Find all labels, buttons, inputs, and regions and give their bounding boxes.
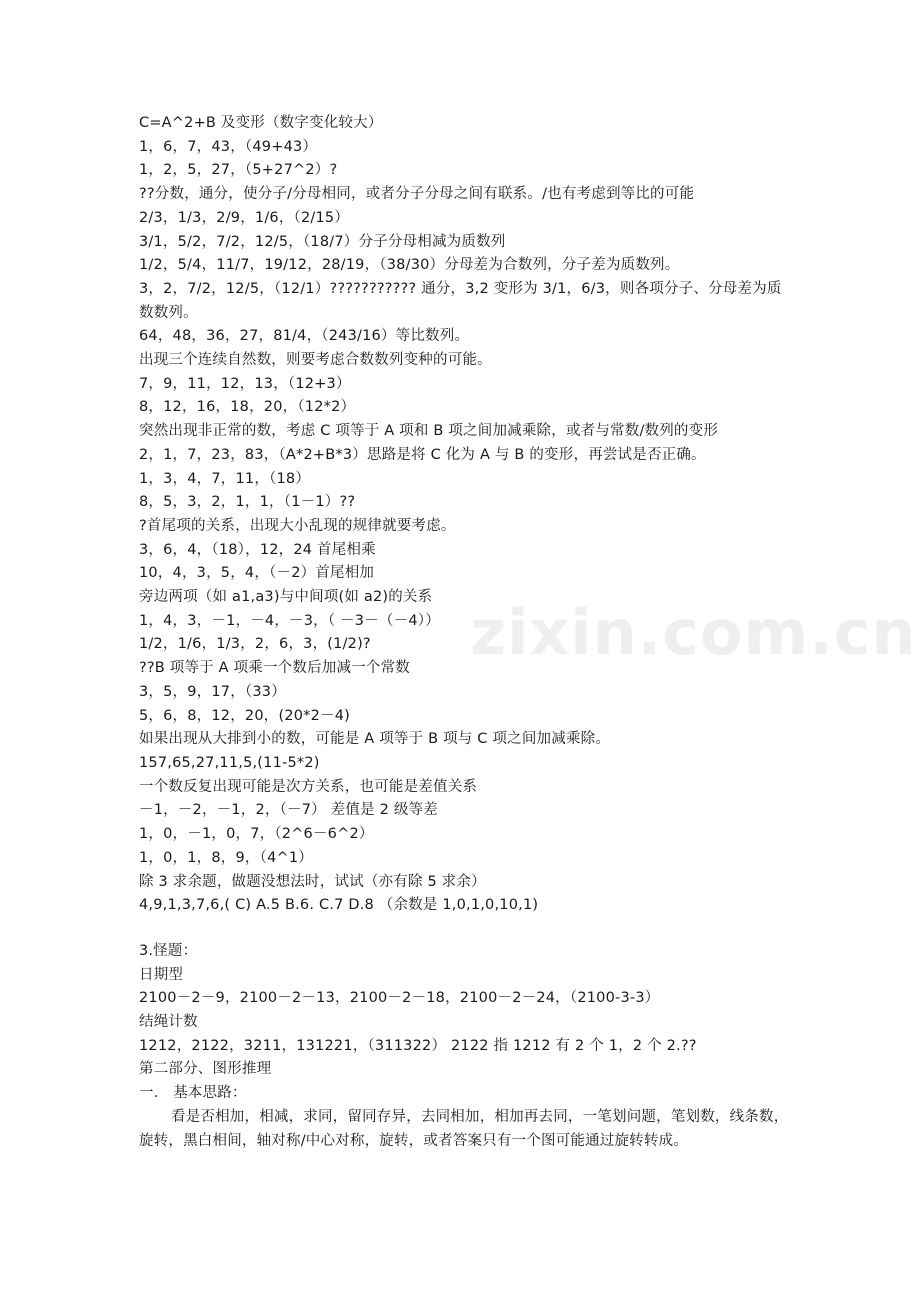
doc-line: 4,9,1,3,7,6,( C) A.5 B.6. C.7 D.8 （余数是 1,0,1,0,10,1) [139,897,539,914]
doc-line: 2100－2－9，2100－2－13，2100－2－18，2100－2－24，（2100-3-3） [139,990,660,1007]
doc-line: 7，9，11，12，13，（12+3） [139,375,351,392]
doc-line: 8，5，3，2，1，1，（1－1）?? [139,494,356,511]
doc-line: 3，6，4，（18），12，24 首尾相乘 [139,541,376,558]
doc-line: 1，4，3，－1，－4，－3，（ －3－（－4）） [139,612,440,629]
subsection-heading: 一． 基本思路： [139,1085,247,1102]
watermark: zixin.com.cn [470,596,917,669]
doc-line: 结绳计数 [139,1014,198,1031]
doc-line: 突然出现非正常的数，考虑 C 项等于 A 项和 B 项之间加减乘除，或者与常数/数列的变形 [139,423,719,440]
doc-line: 1，3，4，7，11，（18） [139,470,311,487]
doc-line: 1，2，5，27，（5+27^2）? [139,162,338,179]
doc-line: 3，2，7/2，12/5，（12/1）??????????? 通分，3,2 变形为 3/1，6/3，则各项分子、分母差为质数数列。 [139,280,782,321]
doc-line: 2/3，1/3，2/9，1/6，（2/15） [139,209,350,226]
document-body [139,112,789,1153]
doc-line: 1/2，1/6，1/3，2，6，3，(1/2)? [139,636,371,653]
doc-line: ?首尾项的关系，出现大小乱现的规律就要考虑。 [139,517,456,534]
doc-line: 1，6，7，43，（49+43） [139,138,318,155]
doc-line: 1212，2122，3211，131221，（311322） 2122 指 1212 有 2 个 1，2 个 2.?? [139,1037,697,1054]
doc-line: 3，5，9，17，（33） [139,683,286,700]
doc-line: 1，0，1，8，9，（4^1） [139,849,313,866]
doc-line: 如果出现从大排到小的数，可能是 A 项等于 B 项与 C 项之间加减乘除。 [139,731,611,748]
doc-line: C=A^2+B 及变形（数字变化较大） [139,115,383,131]
doc-line: 旁边两项（如 a1,a3)与中间项(如 a2)的关系 [139,589,433,606]
doc-line: 64，48，36，27，81/4，（243/16）等比数列。 [139,328,470,345]
doc-line: 出现三个连续自然数，则要考虑合数数列变种的可能。 [139,352,492,369]
doc-line: 1，0，－1，0，7，（2^6－6^2） [139,826,374,843]
doc-line: 3/1，5/2，7/2，12/5，（18/7）分子分母相减为质数列 [139,233,506,250]
doc-line: 除 3 求余题，做题没想法时，试试（亦有除 5 求余） [139,873,486,890]
doc-line: 5，6，8，12，20，(20*2－4) [139,707,351,724]
doc-line: 一个数反复出现可能是次方关系，也可能是差值关系 [139,778,478,795]
doc-line: ??B 项等于 A 项乘一个数后加减一个常数 [139,660,410,677]
blank-line [139,918,789,940]
doc-line: ??分数，通分，使分子/分母相同，或者分子分母之间有联系。/也有考虑到等比的可能 [139,186,695,203]
section-heading: 3.怪题： [139,942,198,959]
doc-line: 日期型 [139,966,184,983]
doc-line: 2，1，7，23，83，（A*2+B*3）思路是将 C 化为 A 与 B 的变形，再尝试是否正确。 [139,446,706,463]
doc-line: 8，12，16，18，20，（12*2） [139,399,356,416]
part-heading: 第二部分、图形推理 [139,1061,272,1078]
body-paragraph: 看是否相加，相减，求同，留同存异，去同相加，相加再去同，一笔划问题，笔划数，线条数，旋转，黑白相间，轴对称/中心对称，旋转，或者答案只有一个图可能通过旋转转成。 [139,1108,789,1149]
doc-line: －1，－2，－1，2，（－7） 差值是 2 级等差 [139,802,438,819]
doc-line: 157,65,27,11,5,(11-5*2) [139,754,320,771]
doc-line: 1/2，5/4，11/7，19/12，28/19，（38/30）分母差为合数列，分子差为质数列。 [139,257,680,274]
doc-line: 10，4，3，5，4，（－2）首尾相加 [139,565,375,582]
